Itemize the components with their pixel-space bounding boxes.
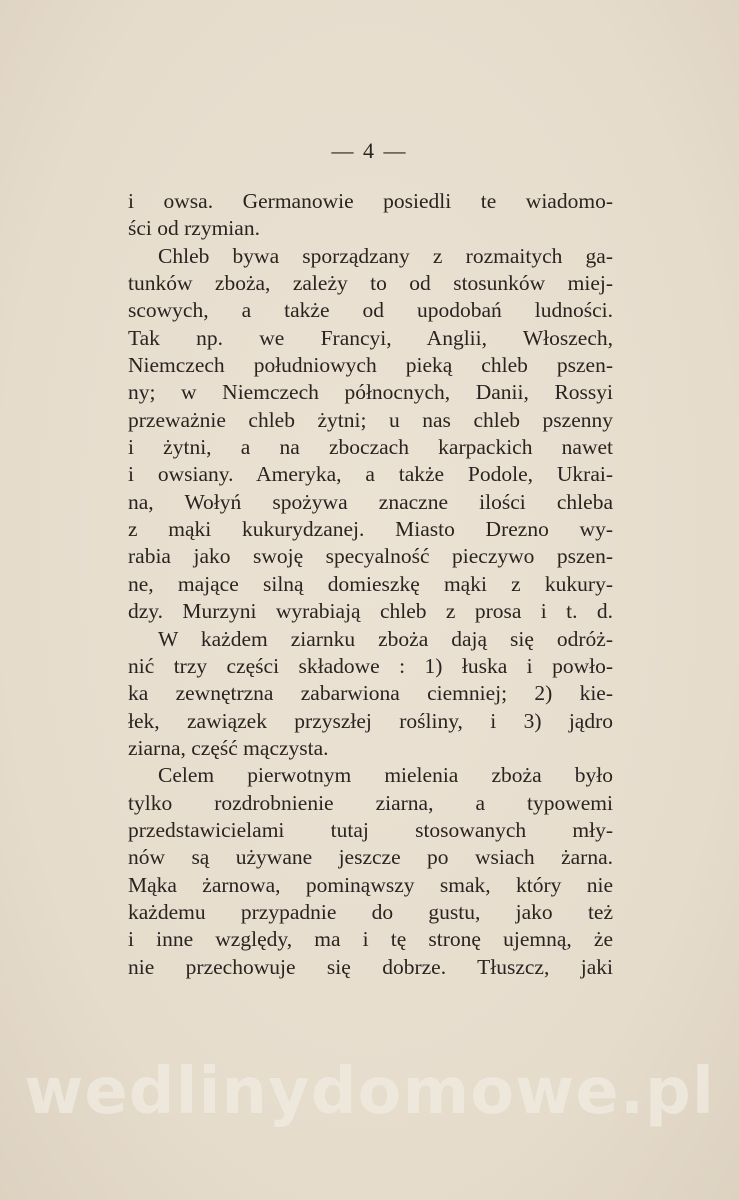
text-line: Chleb bywa sporządzany z rozmaitych ga-: [158, 243, 613, 268]
body-text: [128, 188, 613, 981]
text-line: nów są używane jeszcze po wsiach żarna.: [128, 845, 613, 870]
text-line: i owsa. Germanowie posiedli te wiadomo-: [128, 189, 613, 213]
text-line: na, Wołyń spożywa znaczne ilości chleba: [128, 489, 613, 514]
text-line: Mąka żarnowa, pominąwszy smak, który nie: [128, 872, 613, 897]
text-line: Celem pierwotnym mielenia zboża było: [158, 763, 613, 788]
text-line: ści od rzymian.: [128, 216, 260, 241]
text-line: nie przechowuje się dobrze. Tłuszcz, jaki: [128, 954, 613, 979]
text-line: Niemczech południowych pieką chleb pszen-: [128, 353, 613, 378]
text-line: ne, mające silną domieszkę mąki z kukury-: [128, 571, 613, 596]
text-line: ziarna, część mączysta.: [128, 735, 329, 760]
text-line: dzy. Murzyni wyrabiają chleb z prosa i t. d.: [128, 599, 613, 624]
text-line: nić trzy części składowe : 1) łuska i powło-: [128, 653, 613, 678]
text-line: ka zewnętrzna zabarwiona ciemniej; 2) kie-: [128, 681, 613, 706]
text-line: tunków zboża, zależy to od stosunków miej-: [128, 271, 613, 296]
text-line: W każdem ziarnku zboża dają się odróż-: [158, 626, 613, 651]
text-line: i inne względy, ma i tę stronę ujemną, że: [128, 927, 613, 952]
text-line: Tak np. we Francyi, Anglii, Włoszech,: [128, 325, 613, 350]
text-line: każdemu przypadnie do gustu, jako też: [128, 899, 613, 924]
text-line: scowych, a także od upodobań ludności.: [128, 298, 613, 323]
text-line: i owsiany. Ameryka, a także Podole, Ukrai-: [128, 462, 613, 487]
text-line: z mąki kukurydzanej. Miasto Drezno wy-: [128, 517, 613, 542]
watermark: wedlinydomowe.pl: [24, 1055, 715, 1129]
text-line: i żytni, a na zboczach karpackich nawet: [128, 435, 613, 460]
text-line: przedstawicielami tutaj stosowanych mły-: [128, 817, 613, 842]
text-line: przeważnie chleb żytni; u nas chleb pszenny: [128, 407, 613, 432]
page-number: — 4 —: [331, 138, 408, 163]
text-line: łek, zawiązek przyszłej rośliny, i 3) jądro: [128, 708, 613, 733]
text-line: tylko rozdrobnienie ziarna, a typowemi: [128, 790, 613, 815]
text-line: ny; w Niemczech północnych, Danii, Rossyi: [128, 380, 613, 405]
text-line: rabia jako swoję specyalność pieczywo pszen-: [128, 544, 613, 569]
